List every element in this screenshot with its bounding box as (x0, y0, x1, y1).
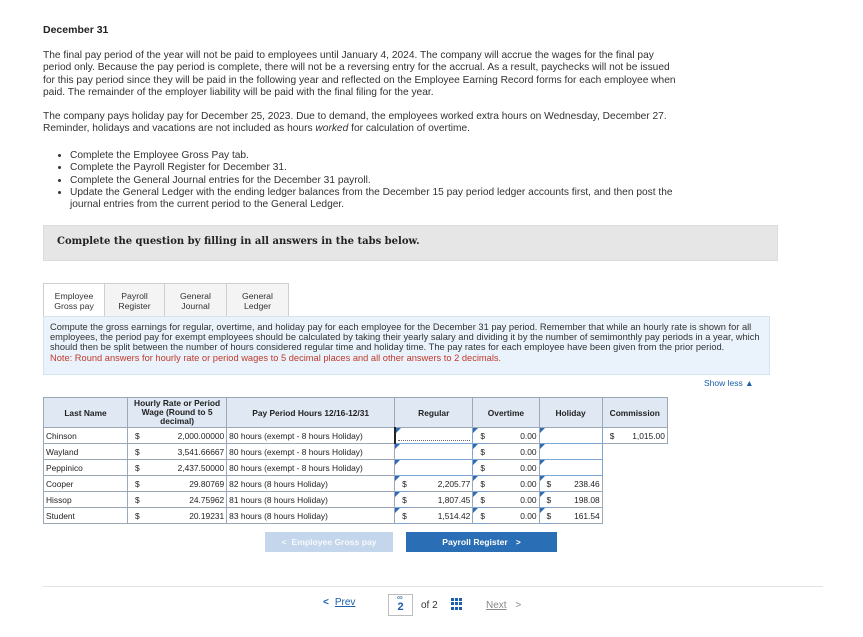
prev-page-label: Prev (334, 597, 356, 608)
rate-value: 2,000.00000 (142, 428, 227, 444)
currency-sign: $ (473, 476, 487, 492)
overtime-input[interactable]: 0.00 (487, 460, 539, 476)
footer-divider (43, 586, 823, 587)
chevron-right-icon: > (515, 537, 521, 547)
table-row (44, 428, 668, 444)
rate-value: 2,437.50000 (142, 460, 227, 476)
overtime-input[interactable]: 0.00 (487, 444, 539, 460)
current-page-number: 2 (397, 601, 404, 613)
task-item: • Complete the Employee Gross Pay tab. (70, 150, 680, 162)
employee-name: Wayland (44, 444, 128, 460)
show-less-link[interactable] (704, 378, 754, 388)
holiday-text: The company pays holiday pay for December 25, 2023. Due to demand, the employees worked extra hours on Wednesday, December 27. Reminder, holidays and vacations are not included as hours (43, 111, 667, 135)
triangle-up-icon: ▲ (745, 378, 754, 388)
grid-menu-icon[interactable] (451, 598, 463, 610)
employee-name: Chinson (44, 428, 128, 444)
currency-sign: $ (602, 428, 616, 444)
next-tab-button[interactable] (406, 532, 557, 552)
tab-label: Ledger (243, 301, 272, 311)
currency-sign: $ (539, 492, 553, 508)
currency-sign: $ (395, 508, 409, 524)
table-row (44, 444, 668, 460)
rate-value: 24.75962 (142, 492, 227, 508)
page-number-box[interactable] (388, 594, 413, 616)
table-row (44, 476, 668, 492)
holiday-input[interactable]: 198.08 (553, 492, 602, 508)
instructions-panel (43, 316, 770, 375)
instructions-text: Compute the gross earnings for regular, overtime, and holiday pay for each employee for the December 31 pay period. Remember that while an hourly rate is shown for all employees, the period pay for exempt employees should be calculated by taking their yearly salary and dividing it by the number of semimonthly pay periods in a year, which should then be split between the number of hours considered regular time and holiday time. The pay rates for each employee have been given from the prior period. (50, 322, 760, 353)
gross-pay-table (43, 397, 668, 524)
pay-period-hours: 81 hours (8 hours Holiday) (227, 492, 395, 508)
employee-name: Hissop (44, 492, 128, 508)
currency-sign: $ (539, 508, 553, 524)
task-item: • Update the General Ledger with the ending ledger balances from the December 15 pay period ledger accounts first, and then post the journal entries from the current period to the General Ledger. (70, 187, 680, 212)
header-rate: Hourly Rate or Period Wage (Round to 5 decimal) (128, 398, 227, 428)
commission-empty (602, 476, 667, 492)
pay-period-hours: 80 hours (exempt - 8 hours Holiday) (227, 460, 395, 476)
tab-label: Payroll (121, 291, 148, 301)
task-list (60, 150, 680, 211)
holiday-input[interactable]: 161.54 (553, 508, 602, 524)
next-page-link[interactable] (486, 600, 521, 611)
pay-period-hours: 80 hours (exempt - 8 hours Holiday) (227, 428, 395, 444)
holiday-input[interactable] (539, 444, 602, 460)
tab-general-journal[interactable] (165, 283, 227, 317)
holiday-emphasis: worked (315, 123, 349, 135)
show-less-label: Show less (704, 378, 743, 388)
pay-period-hours: 83 hours (8 hours Holiday) (227, 508, 395, 524)
next-page-label: Next (486, 600, 507, 611)
commission-empty (602, 460, 667, 476)
commission-value: 1,015.00 (616, 428, 667, 444)
section-heading: December 31 (43, 24, 109, 36)
task-item: • Complete the General Journal entries for the December 31 payroll. (70, 175, 680, 187)
currency-sign: $ (128, 444, 142, 460)
regular-input[interactable] (395, 460, 473, 476)
tab-general-ledger[interactable] (227, 283, 289, 317)
currency-sign: $ (473, 460, 487, 476)
table-row (44, 492, 668, 508)
holiday-text-end: for calculation of overtime. (351, 123, 471, 135)
header-commission: Commission (602, 398, 667, 428)
tab-label: General (180, 291, 211, 301)
rate-value: 29.80769 (142, 476, 227, 492)
prev-page-link[interactable] (323, 597, 355, 608)
employee-name: Cooper (44, 476, 128, 492)
chevron-right-icon: > (515, 600, 522, 611)
currency-sign: $ (128, 428, 142, 444)
currency-sign: $ (128, 476, 142, 492)
overtime-input[interactable]: 0.00 (487, 508, 539, 524)
currency-sign: $ (128, 460, 142, 476)
question-bar-text: Complete the question by filling in all answers in the tabs below. (57, 236, 420, 247)
link-icon: ∞ (397, 593, 403, 602)
table-row (44, 460, 668, 476)
tab-strip (43, 283, 289, 317)
page-count: of 2 (421, 600, 438, 611)
regular-input[interactable]: 1,514.42 (409, 508, 473, 524)
tab-employee-gross-pay[interactable] (43, 283, 105, 317)
tab-label: Journal (181, 301, 210, 311)
header-last-name: Last Name (44, 398, 128, 428)
regular-input[interactable]: 2,205.77 (409, 476, 473, 492)
currency-sign: $ (473, 492, 487, 508)
pay-period-hours: 80 hours (exempt - 8 hours Holiday) (227, 444, 395, 460)
overtime-input[interactable]: 0.00 (487, 492, 539, 508)
tab-label: Employee (54, 291, 94, 301)
currency-sign: $ (128, 492, 142, 508)
pay-period-hours: 82 hours (8 hours Holiday) (227, 476, 395, 492)
currency-sign: $ (128, 508, 142, 524)
table-row (44, 508, 668, 524)
currency-sign: $ (395, 492, 409, 508)
employee-name: Peppinico (44, 460, 128, 476)
rate-value: 20.19231 (142, 508, 227, 524)
prev-tab-button[interactable] (265, 532, 393, 552)
intro-paragraph: The final pay period of the year will not be paid to employees until January 4, 2024. The company will accrue the wages for the final pay period only. Because the pay period is complete, there will not be a reversing entry for the accrual. As a result, paychecks will not be issued for this pay period since they will be paid in the following year and reflected on the Employee Earning Record forms for each employee when paid. The remainder of the employer liability will be paid with the final filing for the year. (43, 50, 676, 98)
chevron-left-icon: < (323, 597, 329, 608)
tab-label: General (242, 291, 273, 301)
holiday-paragraph (43, 111, 683, 136)
holiday-input[interactable] (539, 428, 602, 444)
currency-sign: $ (539, 476, 553, 492)
tab-label: Gross pay (54, 301, 94, 311)
header-overtime: Overtime (473, 398, 539, 428)
commission-empty (602, 444, 667, 460)
commission-empty (602, 508, 667, 524)
question-bar (43, 225, 778, 261)
currency-sign: $ (395, 476, 409, 492)
rounding-note: Note: Round answers for hourly rate or period wages to 5 decimal places and all other answers to 2 decimals. (50, 352, 502, 363)
header-holiday: Holiday (539, 398, 602, 428)
regular-input[interactable] (395, 444, 473, 460)
task-item: • Complete the Payroll Register for December 31. (70, 162, 680, 174)
currency-sign: $ (473, 444, 487, 460)
overtime-input[interactable]: 0.00 (487, 476, 539, 492)
employee-name: Student (44, 508, 128, 524)
tab-label: Register (118, 301, 151, 311)
prev-tab-label: Employee Gross pay (291, 537, 377, 547)
overtime-input[interactable]: 0.00 (487, 428, 539, 444)
regular-input[interactable] (395, 428, 473, 444)
tab-payroll-register[interactable] (105, 283, 165, 317)
holiday-input[interactable] (539, 460, 602, 476)
rate-value: 3,541.66667 (142, 444, 227, 460)
currency-sign: $ (473, 428, 487, 444)
header-regular: Regular (395, 398, 473, 428)
holiday-input[interactable]: 238.46 (553, 476, 602, 492)
next-tab-label: Payroll Register (442, 537, 508, 547)
regular-input[interactable]: 1,807.45 (409, 492, 473, 508)
header-hours: Pay Period Hours 12/16-12/31 (227, 398, 395, 428)
currency-sign: $ (473, 508, 487, 524)
commission-empty (602, 492, 667, 508)
chevron-left-icon: < (281, 537, 287, 547)
regular-value (398, 431, 471, 441)
